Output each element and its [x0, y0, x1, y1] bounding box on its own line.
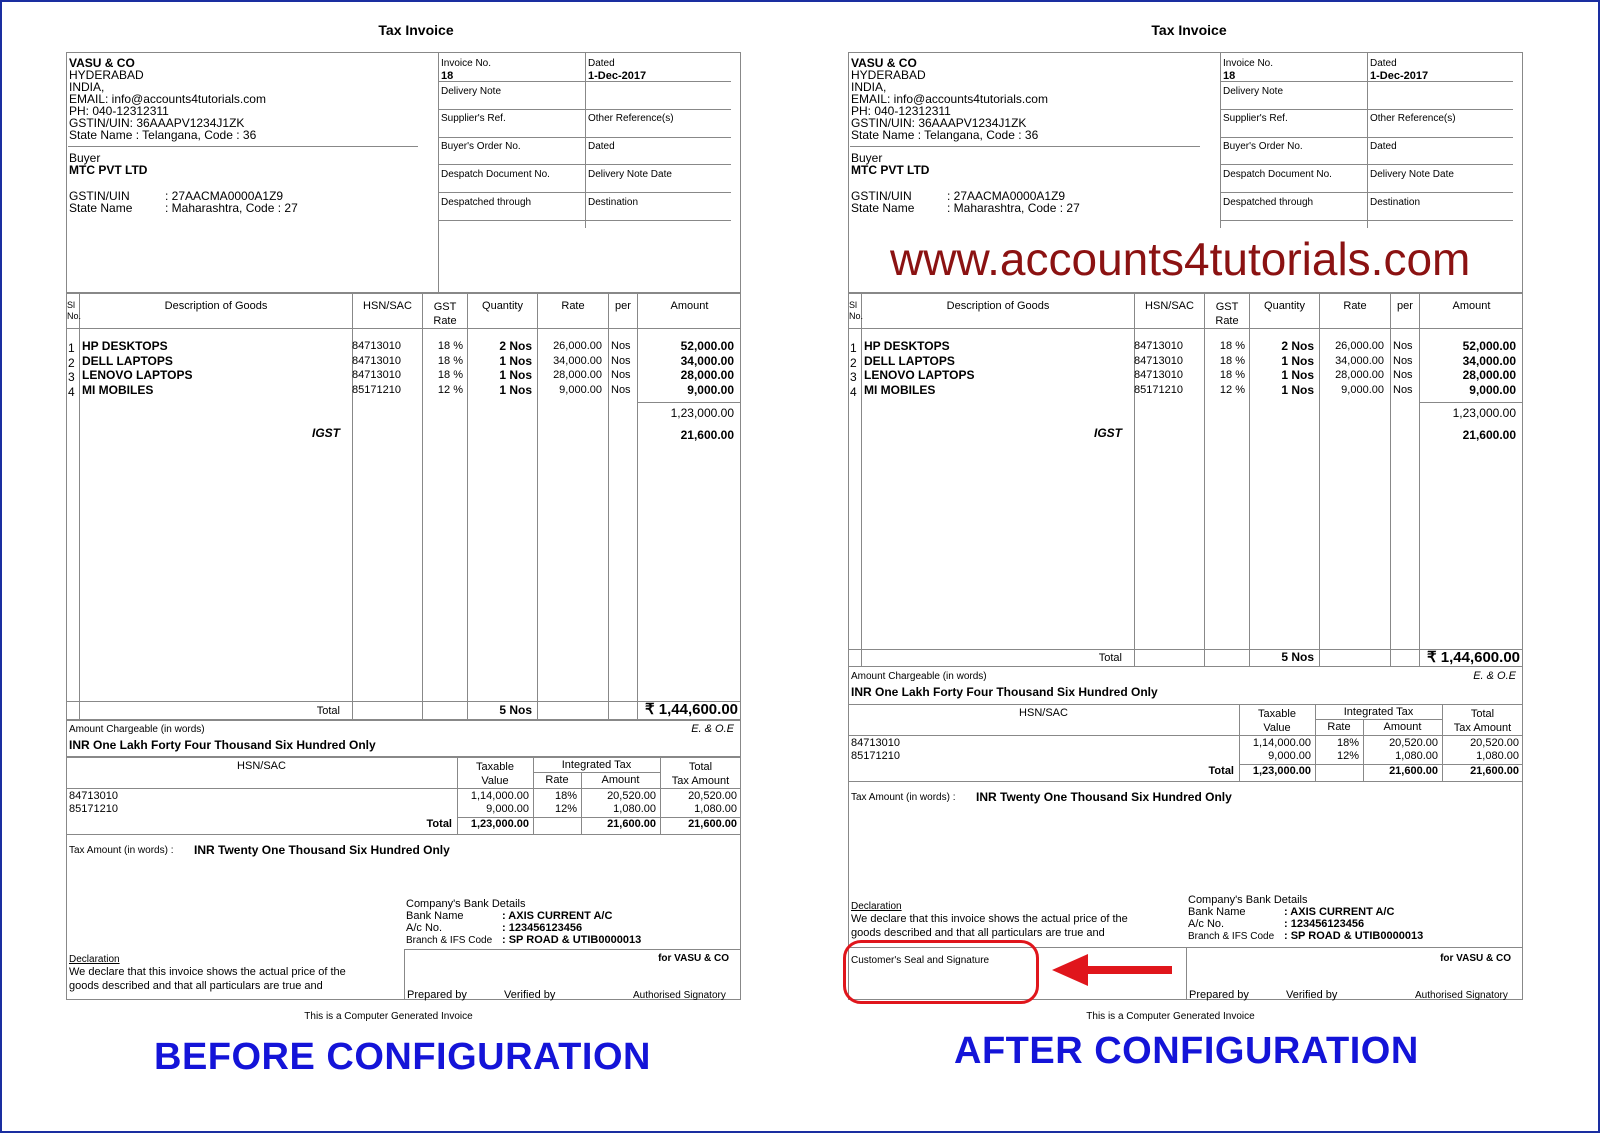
tax-row-amount: 1,080.00 — [1395, 750, 1438, 762]
eoe: E. & O.E — [691, 723, 734, 735]
item-gst-rate: 12 % — [1219, 383, 1245, 396]
tax-row-hsn: 84713010 — [851, 737, 900, 749]
buyer-state: : Maharashtra, Code : 27 — [165, 201, 298, 215]
invoice-no: 18 — [1223, 70, 1236, 82]
buyers-order-label: Buyer's Order No. — [441, 141, 521, 152]
tax-row-total: 1,080.00 — [694, 803, 737, 815]
buyer-state-label: State Name — [69, 201, 133, 215]
prepared-by: Prepared by — [407, 989, 467, 1001]
item-sl: 3 — [850, 370, 857, 385]
amount-words: INR One Lakh Forty Four Thousand Six Hundred Only — [69, 738, 376, 752]
invoice-no-label: Invoice No. — [441, 58, 492, 69]
invoice-no: 18 — [441, 70, 454, 82]
dated-value: 1-Dec-2017 — [1370, 70, 1429, 82]
item-hsn: 84713010 — [352, 340, 401, 352]
col-quantity: Quantity — [482, 300, 523, 312]
seller-state: State Name : Telangana, Code : 36 — [69, 128, 257, 142]
tax-words-label: Tax Amount (in words) : — [851, 792, 956, 803]
tax-taxable-header: Taxable Value — [476, 761, 514, 787]
item-gst-rate: 18 % — [437, 369, 463, 382]
item-rate: 9,000.00 — [1341, 383, 1384, 396]
amount-words-label: Amount Chargeable (in words) — [851, 671, 987, 682]
caption-after: AFTER CONFIGURATION — [954, 1030, 1419, 1072]
despatch-doc-label: Despatch Document No. — [441, 169, 550, 180]
delivery-note-date-label: Delivery Note Date — [1370, 169, 1454, 180]
red-arrow-icon — [1050, 950, 1180, 990]
tax-integrated-header: Integrated Tax — [1343, 706, 1414, 718]
invoice-before — [66, 0, 766, 1078]
tax-hsn-header: HSN/SAC — [1019, 707, 1068, 719]
buyer-gstin: : 27AACMA0000A1Z9 — [165, 189, 284, 203]
igst-amount: 21,600.00 — [1462, 428, 1516, 442]
declaration: Declaration We declare that this invoice shows the actual price of the goods described and that all particulars are true and — [69, 954, 346, 992]
item-gst-rate: 18 % — [437, 340, 463, 352]
declaration: Declaration We declare that this invoice shows the actual price of the goods described and that all particulars are true and — [851, 901, 1128, 939]
item-description: DELL LAPTOPS — [864, 353, 955, 368]
tax-total-amount: 21,600.00 — [607, 818, 656, 830]
col-sl: Sl No. — [67, 300, 82, 321]
tax-row-taxable: 1,14,000.00 — [470, 790, 529, 802]
item-hsn: 85171210 — [352, 383, 401, 396]
doc-title: Tax Invoice — [1151, 22, 1227, 38]
despatch-doc-label: Despatch Document No. — [1223, 169, 1332, 180]
bank-details: Company's Bank Details Bank Name : AXIS CURRENT A/C A/c No. : 123456123456 Branch & IFS Code : SP ROAD & UTIB0000013 — [406, 898, 642, 946]
verified-by: Verified by — [504, 989, 556, 1001]
tax-total-amount: 21,600.00 — [1389, 765, 1438, 777]
item-sl: 3 — [68, 370, 75, 385]
item-gst-rate: 12 % — [437, 383, 463, 396]
col-description: Description of Goods — [164, 300, 268, 312]
item-hsn: 84713010 — [352, 369, 401, 382]
buyers-order-label: Buyer's Order No. — [1223, 141, 1303, 152]
tax-total-header: Total Tax Amount — [1453, 708, 1512, 734]
suppliers-ref-label: Supplier's Ref. — [1223, 113, 1288, 124]
invoice-after — [849, 0, 1564, 1072]
total-label: Total — [1098, 652, 1122, 664]
subtotal: 1,23,000.00 — [1452, 406, 1516, 420]
item-description: HP DESKTOPS — [864, 339, 950, 353]
tax-amount-header: Amount — [601, 774, 640, 786]
tax-words: INR Twenty One Thousand Six Hundred Only — [194, 843, 450, 857]
item-amount: 28,000.00 — [680, 368, 734, 383]
tax-rate-header: Rate — [545, 774, 569, 786]
watermark-text: www.accounts4tutorials.com — [890, 233, 1471, 285]
tax-row-amount: 20,520.00 — [607, 790, 656, 802]
item-amount: 34,000.00 — [1462, 353, 1516, 368]
tax-row-total: 20,520.00 — [1470, 737, 1519, 749]
item-gst-rate: 18 % — [1219, 369, 1245, 382]
other-refs-label: Other Reference(s) — [588, 113, 674, 124]
item-quantity: 1 Nos — [499, 382, 532, 397]
dated-label: Dated — [588, 58, 615, 69]
item-per: Nos — [611, 354, 631, 367]
col-rate: Rate — [561, 300, 585, 312]
tax-total-label: Total — [426, 818, 452, 830]
col-sl: Sl No. — [849, 300, 864, 321]
total-qty: 5 Nos — [499, 703, 532, 717]
col-description: Description of Goods — [946, 300, 1050, 312]
item-sl: 4 — [850, 384, 857, 399]
total-qty: 5 Nos — [1281, 650, 1314, 664]
tax-row-rate: 12% — [1336, 750, 1359, 762]
item-description: LENOVO LAPTOPS — [82, 368, 193, 383]
eoe: E. & O.E — [1473, 670, 1516, 682]
tax-row-taxable: 1,14,000.00 — [1252, 737, 1311, 749]
tax-words: INR Twenty One Thousand Six Hundred Only — [976, 790, 1232, 804]
item-rate: 26,000.00 — [553, 340, 602, 352]
item-quantity: 1 Nos — [1281, 382, 1314, 397]
authorised-signatory: Authorised Signatory — [1415, 990, 1508, 1001]
tax-total-header: Total Tax Amount — [671, 761, 730, 787]
item-per: Nos — [1393, 354, 1413, 367]
bank-details: Company's Bank Details Bank Name : AXIS CURRENT A/C A/c No. : 123456123456 Branch & IFS Code : SP ROAD & UTIB0000013 — [1188, 894, 1424, 942]
seller-gstin: GSTIN/UIN: 36AAAPV1234J1ZK — [69, 116, 245, 130]
invoice-no-label: Invoice No. — [1223, 58, 1274, 69]
igst-label: IGST — [1093, 426, 1122, 440]
item-sl: 4 — [68, 384, 75, 399]
dated-label: Dated — [1370, 58, 1397, 69]
caption-before: BEFORE CONFIGURATION — [154, 1036, 651, 1078]
destination-label: Destination — [588, 197, 639, 208]
tax-amount-header: Amount — [1383, 721, 1422, 733]
destination-label: Destination — [1370, 197, 1421, 208]
item-amount: 52,000.00 — [680, 339, 734, 353]
seller-block: VASU & CO HYDERABAD INDIA, EMAIL: info@accounts4tutorials.com PH: 040-12312311 GSTIN/UIN: 36AAAPV1234J1ZK State Name : Telangana, Code : 36 — [851, 56, 1048, 142]
item-description: HP DESKTOPS — [82, 339, 168, 353]
col-amount: Amount — [670, 300, 709, 312]
tax-row-rate: 18% — [1336, 737, 1359, 749]
tax-row-total: 20,520.00 — [688, 790, 737, 802]
tax-total-label: Total — [1208, 765, 1234, 777]
item-rate: 9,000.00 — [559, 383, 602, 396]
tax-row-amount: 1,080.00 — [613, 803, 656, 815]
item-hsn: 84713010 — [1134, 354, 1183, 367]
despatched-through-label: Despatched through — [1223, 197, 1314, 208]
item-hsn: 84713010 — [352, 354, 401, 367]
item-quantity: 1 Nos — [1281, 353, 1314, 368]
seller-country: INDIA, — [69, 80, 105, 94]
item-hsn: 84713010 — [1134, 340, 1183, 352]
amount-words-label: Amount Chargeable (in words) — [69, 724, 205, 735]
other-refs-label: Other Reference(s) — [1370, 113, 1456, 124]
prepared-by: Prepared by — [1189, 989, 1249, 1001]
col-rate: Rate — [1343, 300, 1367, 312]
item-description: MI MOBILES — [864, 382, 936, 397]
buyer-name: MTC PVT LTD — [69, 163, 148, 177]
item-sl: 1 — [850, 341, 857, 355]
item-hsn: 85171210 — [1134, 383, 1183, 396]
bank-heading: Company's Bank Details — [406, 898, 526, 910]
tax-row-taxable: 9,000.00 — [486, 803, 529, 815]
amount-words: INR One Lakh Forty Four Thousand Six Hundred Only — [851, 685, 1158, 699]
delivery-note-label: Delivery Note — [441, 86, 502, 97]
item-quantity: 1 Nos — [499, 353, 532, 368]
buyer-block — [69, 152, 298, 214]
tax-hsn-header: HSN/SAC — [237, 760, 286, 772]
doc-title: Tax Invoice — [378, 22, 454, 38]
item-description: DELL LAPTOPS — [82, 353, 173, 368]
footer-note: This is a Computer Generated Invoice — [304, 1011, 473, 1022]
col-quantity: Quantity — [1264, 300, 1305, 312]
authorised-signatory: Authorised Signatory — [633, 990, 726, 1001]
buyer-gstin-label: GSTIN/UIN — [69, 189, 130, 203]
seller-email: EMAIL: info@accounts4tutorials.com — [69, 92, 266, 106]
item-per: Nos — [1393, 340, 1413, 352]
item-rate: 26,000.00 — [1335, 340, 1384, 352]
item-quantity: 2 Nos — [499, 339, 532, 353]
col-hsn: HSN/SAC — [363, 300, 412, 312]
col-gst-rate: GST Rate — [433, 301, 457, 327]
item-description: LENOVO LAPTOPS — [864, 368, 975, 383]
item-amount: 9,000.00 — [687, 382, 734, 397]
item-amount: 34,000.00 — [680, 353, 734, 368]
item-quantity: 2 Nos — [1281, 339, 1314, 353]
item-gst-rate: 18 % — [1219, 354, 1245, 367]
order-dated-label: Dated — [1370, 141, 1397, 152]
seller-phone: PH: 040-12312311 — [69, 104, 169, 118]
item-quantity: 1 Nos — [1281, 368, 1314, 383]
despatched-through-label: Despatched through — [441, 197, 532, 208]
suppliers-ref-label: Supplier's Ref. — [441, 113, 506, 124]
seller-city: HYDERABAD — [69, 68, 144, 82]
tax-words-label: Tax Amount (in words) : — [69, 845, 174, 856]
tax-row-amount: 20,520.00 — [1389, 737, 1438, 749]
subtotal: 1,23,000.00 — [670, 406, 734, 420]
tax-total-taxable: 1,23,000.00 — [470, 818, 529, 830]
tax-total-tax: 21,600.00 — [1470, 765, 1519, 777]
tax-total-taxable: 1,23,000.00 — [1252, 765, 1311, 777]
item-sl: 1 — [68, 341, 75, 355]
seller-name: VASU & CO — [69, 56, 135, 70]
item-sl: 2 — [850, 355, 857, 370]
seller-block — [69, 57, 266, 141]
col-gst-rate: GST Rate — [1215, 301, 1239, 327]
tax-row-hsn: 84713010 — [69, 790, 118, 802]
item-rate: 28,000.00 — [1335, 369, 1384, 382]
item-description: MI MOBILES — [82, 382, 154, 397]
igst-amount: 21,600.00 — [680, 428, 734, 442]
tax-row-total: 1,080.00 — [1476, 750, 1519, 762]
tax-row-hsn: 85171210 — [851, 750, 900, 762]
item-amount: 28,000.00 — [1462, 368, 1516, 383]
grand-total: ₹ 1,44,600.00 — [1427, 649, 1520, 666]
item-hsn: 84713010 — [1134, 369, 1183, 382]
item-per: Nos — [1393, 383, 1413, 396]
verified-by: Verified by — [1286, 989, 1338, 1001]
item-per: Nos — [611, 369, 631, 382]
tax-row-taxable: 9,000.00 — [1268, 750, 1311, 762]
tax-integrated-header: Integrated Tax — [561, 759, 632, 771]
tax-row-rate: 12% — [554, 803, 577, 815]
item-rate: 34,000.00 — [1335, 354, 1384, 367]
tax-total-tax: 21,600.00 — [688, 818, 737, 830]
customer-seal-label: Customer's Seal and Signature — [851, 955, 990, 966]
item-quantity: 1 Nos — [499, 368, 532, 383]
item-rate: 34,000.00 — [553, 354, 602, 367]
item-per: Nos — [611, 383, 631, 396]
grand-total: ₹ 1,44,600.00 — [645, 701, 738, 718]
footer-note: This is a Computer Generated Invoice — [1086, 1011, 1255, 1022]
tax-row-rate: 18% — [554, 790, 577, 802]
dated-value: 1-Dec-2017 — [588, 70, 647, 82]
tax-row-hsn: 85171210 — [69, 803, 118, 815]
col-per: per — [615, 300, 631, 312]
item-amount: 9,000.00 — [1469, 382, 1516, 397]
col-hsn: HSN/SAC — [1145, 300, 1194, 312]
order-dated-label: Dated — [588, 141, 615, 152]
col-amount: Amount — [1452, 300, 1491, 312]
item-per: Nos — [1393, 369, 1413, 382]
delivery-note-label: Delivery Note — [1223, 86, 1284, 97]
item-gst-rate: 18 % — [1219, 340, 1245, 352]
igst-label: IGST — [311, 426, 340, 440]
tax-rate-header: Rate — [1327, 721, 1351, 733]
item-gst-rate: 18 % — [437, 354, 463, 367]
item-amount: 52,000.00 — [1462, 339, 1516, 353]
for-company: for VASU & CO — [1440, 953, 1511, 964]
highlight-circle — [843, 940, 1039, 1004]
tax-taxable-header: Taxable Value — [1258, 708, 1296, 734]
item-sl: 2 — [68, 355, 75, 370]
for-company: for VASU & CO — [658, 953, 729, 964]
col-per: per — [1397, 300, 1413, 312]
buyer-label: Buyer — [69, 151, 101, 165]
buyer-block: Buyer MTC PVT LTD GSTIN/UIN : 27AACMA0000A1Z9 State Name : Maharashtra, Code : 27 — [851, 151, 1080, 215]
item-per: Nos — [611, 340, 631, 352]
item-rate: 28,000.00 — [553, 369, 602, 382]
delivery-note-date-label: Delivery Note Date — [588, 169, 672, 180]
total-label: Total — [316, 705, 340, 717]
